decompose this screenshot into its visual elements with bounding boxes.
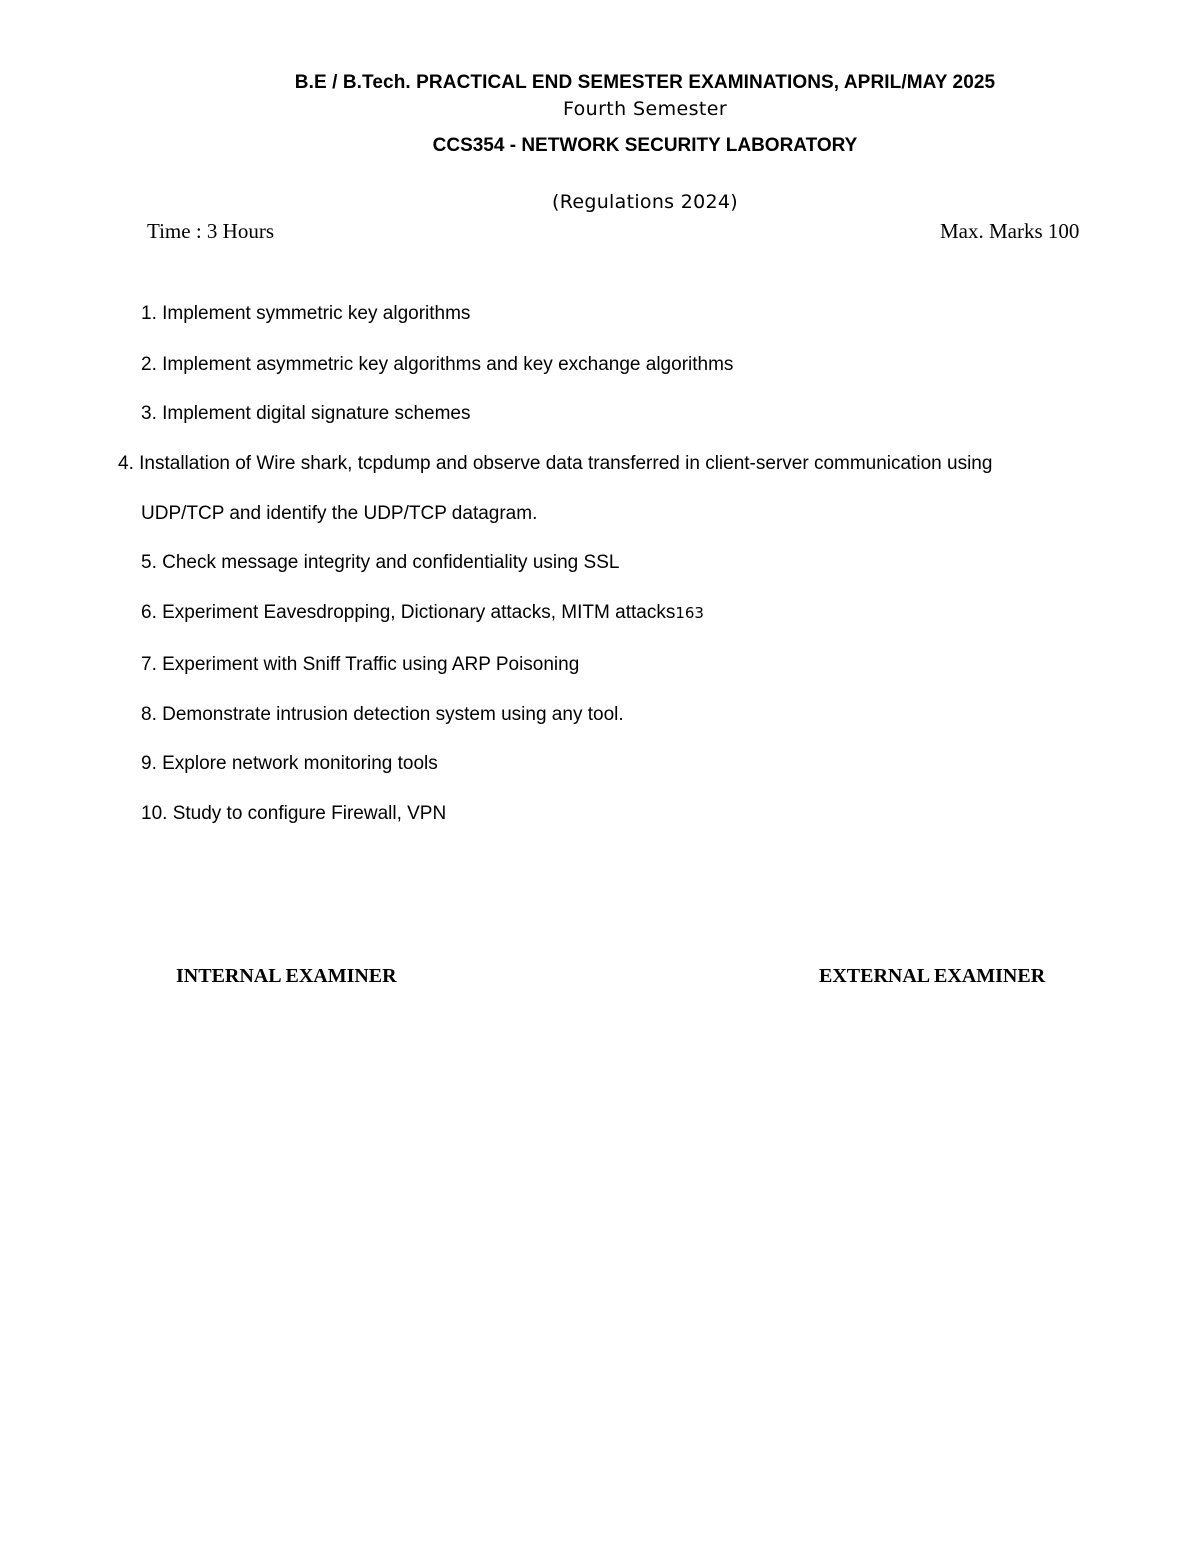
semester-label: Fourth Semester bbox=[562, 98, 728, 120]
question-10: 10. Study to configure Firewall, VPN bbox=[141, 803, 447, 824]
question-4-continuation: UDP/TCP and identify the UDP/TCP datagram. bbox=[141, 503, 538, 524]
external-examiner-label: EXTERNAL EXAMINER bbox=[819, 965, 1046, 987]
max-marks-label: Max. Marks 100 bbox=[940, 219, 1080, 243]
question-7: 7. Experiment with Sniff Traffic using ARP Poisoning bbox=[141, 654, 580, 675]
question-2: 2. Implement asymmetric key algorithms and key exchange algorithms bbox=[141, 354, 734, 375]
question-5: 5. Check message integrity and confidentiality using SSL bbox=[141, 552, 620, 573]
exam-title: B.E / B.Tech. PRACTICAL END SEMESTER EXAMINATIONS, APRIL/MAY 2025 bbox=[294, 72, 996, 93]
question-8: 8. Demonstrate intrusion detection system using any tool. bbox=[141, 704, 624, 725]
question-6-suffix: 163 bbox=[675, 604, 704, 622]
regulations-label: (Regulations 2024) bbox=[552, 191, 738, 213]
time-label: Time : 3 Hours bbox=[147, 219, 274, 243]
question-3: 3. Implement digital signature schemes bbox=[141, 403, 471, 424]
question-4: 4. Installation of Wire shark, tcpdump and observe data transferred in client-server communication using bbox=[118, 453, 993, 474]
course-title: CCS354 - NETWORK SECURITY LABORATORY bbox=[432, 135, 858, 156]
question-1: 1. Implement symmetric key algorithms bbox=[141, 303, 471, 324]
internal-examiner-label: INTERNAL EXAMINER bbox=[176, 965, 397, 987]
question-6 bbox=[141, 602, 704, 624]
question-6-text: 6. Experiment Eavesdropping, Dictionary attacks, MITM attacks bbox=[141, 602, 676, 623]
question-9: 9. Explore network monitoring tools bbox=[141, 753, 438, 774]
